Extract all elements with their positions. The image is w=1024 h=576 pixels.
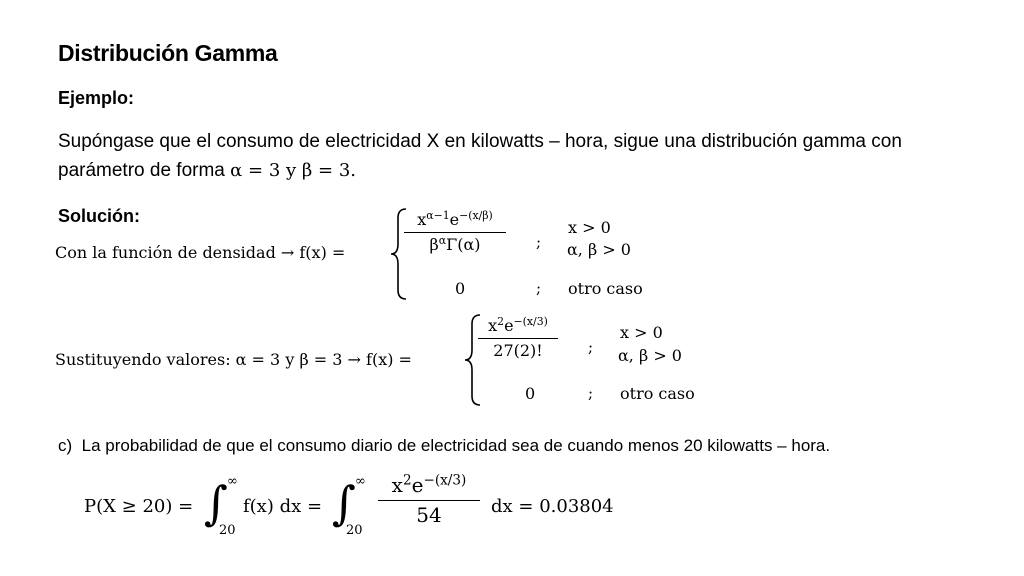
integral-result: dx = 0.03804 <box>491 496 614 517</box>
substitution-fraction <box>478 316 558 360</box>
integral-sign-1: ∫ <box>204 476 228 530</box>
substitution-fraction-bar <box>478 338 558 339</box>
integral-fraction <box>378 473 480 527</box>
page-title: Distribución Gamma <box>58 40 278 66</box>
substitution-numerator: $x^2e^{-(x/3)}$ <box>488 315 548 335</box>
integral-1-lower-limit: 20 <box>219 523 236 538</box>
solution-heading: Solución: <box>58 206 140 226</box>
problem-line-2 <box>58 160 356 182</box>
integral-fraction-bar <box>378 500 480 501</box>
density-separator-2: ; <box>536 279 542 297</box>
density-condition-x: x > 0 <box>568 218 611 237</box>
density-condition-other: otro caso <box>568 279 643 298</box>
integral-sign-2: ∫ <box>332 476 356 530</box>
integrand-1: f(x) dx = <box>243 496 323 517</box>
problem-parameters: α = 3 y β = 3. <box>230 160 356 181</box>
density-denominator: $\beta^\alpha\Gamma(\alpha)$ <box>429 234 481 254</box>
substitution-separator-2: ; <box>588 384 594 402</box>
substitution-zero: 0 <box>525 384 536 403</box>
problem-line-1: Supóngase que el consumo de electricidad X en kilowatts – hora, sigue una distribución gamma con <box>58 131 902 152</box>
part-c-item <box>58 436 830 456</box>
substitution-denominator: 27(2)! <box>493 341 543 360</box>
integral-2-lower-limit: 20 <box>346 523 363 538</box>
probability-lhs: P(X ≥ 20) = <box>84 496 194 517</box>
substitution-condition-other: otro caso <box>620 384 695 403</box>
integral-1-upper-limit: ∞ <box>227 474 238 489</box>
integral-denominator: 54 <box>416 503 442 527</box>
density-fraction-bar <box>404 232 506 233</box>
integral-numerator: $x^2e^{-(x/3)}$ <box>391 472 467 497</box>
problem-line-2-prefix: parámetro de forma <box>58 160 231 181</box>
example-heading: Ejemplo: <box>58 88 135 108</box>
substitution-condition-params: α, β > 0 <box>618 346 682 365</box>
density-fraction <box>404 210 506 254</box>
substitution-separator-1: ; <box>588 338 594 356</box>
density-separator-1: ; <box>536 233 542 251</box>
density-numerator: $x^{\alpha-1}e^{-(x/\beta)}$ <box>417 209 493 229</box>
substitution-condition-x: x > 0 <box>620 323 663 342</box>
density-zero: 0 <box>455 279 466 298</box>
part-c-marker: c) <box>58 436 73 455</box>
density-condition-params: α, β > 0 <box>567 240 631 259</box>
integral-2-upper-limit: ∞ <box>355 474 366 489</box>
density-label: Con la función de densidad → f(x) = <box>55 243 346 262</box>
part-c-text: La probabilidad de que el consumo diario de electricidad sea de cuando menos 20 kilowatts – hora. <box>81 436 831 455</box>
substitution-label: Sustituyendo valores: α = 3 y β = 3 → f(x) = <box>55 350 412 369</box>
